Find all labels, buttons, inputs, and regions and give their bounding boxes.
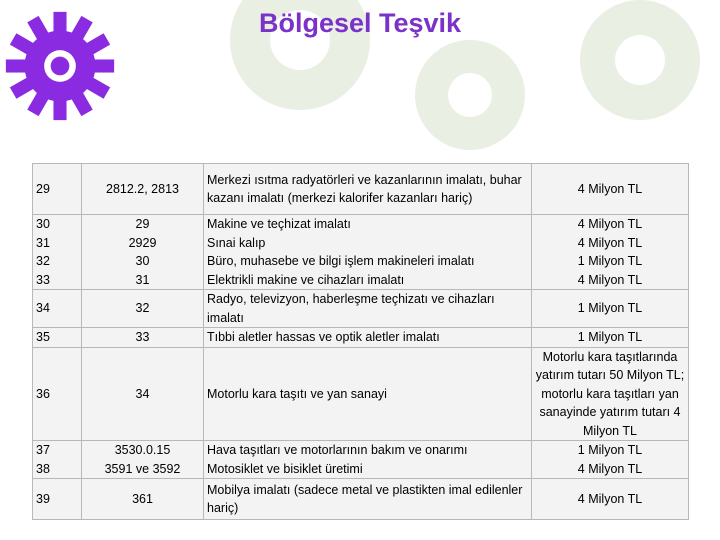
- nace-code: 31: [135, 272, 150, 287]
- sector-code: 37: [36, 443, 50, 457]
- sector-code: 29: [36, 181, 50, 196]
- sector-code-cell: [33, 328, 82, 348]
- sector-description: Tıbbi aletler hassas ve optik aletler imalatı: [207, 330, 440, 344]
- nace-code: 34: [135, 386, 150, 401]
- nace-code: 32: [135, 301, 150, 316]
- table-row: [33, 479, 689, 520]
- sector-code: 38: [36, 461, 50, 476]
- nace-code: 2812.2, 2813: [106, 181, 179, 196]
- investment-amount: 1 Milyon TL: [577, 254, 643, 268]
- sector-description: Merkezi ısıtma radyatörleri ve kazanlarının imalatı, buhar kazanı imalatı (merkezi kalorifer kazanları hariç): [207, 172, 522, 205]
- description-cell: [204, 215, 532, 290]
- table-row: [33, 347, 689, 441]
- sector-code-cell: [33, 347, 82, 441]
- sector-code-cell: [33, 164, 82, 215]
- sector-code-cell: [33, 290, 82, 328]
- amount-cell: [532, 164, 689, 215]
- investment-amount: 1 Milyon TL: [577, 443, 643, 457]
- description-cell: [204, 479, 532, 520]
- sector-code: 33: [36, 272, 50, 287]
- nace-code: 3530.0.15: [114, 443, 171, 457]
- nace-code: 30: [135, 254, 150, 268]
- sector-code: 35: [36, 330, 50, 344]
- nace-code-cell: [82, 215, 204, 290]
- description-cell: [204, 164, 532, 215]
- investment-amount: 1 Milyon TL: [577, 301, 643, 316]
- investment-amount: 4 Milyon TL: [577, 491, 643, 506]
- description-cell: [204, 441, 532, 479]
- nace-code: 2929: [128, 235, 157, 250]
- amount-cell: [532, 441, 689, 479]
- sector-code: 32: [36, 254, 50, 268]
- nace-code-cell: [82, 290, 204, 328]
- sector-description: Radyo, televizyon, haberleşme teçhizatı ve cihazları imalatı: [207, 292, 495, 325]
- description-cell: [204, 328, 532, 348]
- sector-code: 39: [36, 491, 50, 506]
- nace-code: 29: [135, 217, 150, 231]
- amount-cell: [532, 347, 689, 441]
- sector-code: 34: [36, 301, 50, 316]
- investment-amount: 4 Milyon TL: [577, 461, 643, 476]
- sector-description: Mobilya imalatı (sadece metal ve plastikten imal edilenler hariç): [207, 482, 523, 515]
- sector-code: 36: [36, 386, 50, 401]
- sector-code: 31: [36, 235, 50, 250]
- description-cell: [204, 347, 532, 441]
- nace-code-cell: [82, 479, 204, 520]
- sector-description: Elektrikli makine ve cihazları imalatı: [207, 272, 405, 287]
- nace-code: 3591 ve 3592: [104, 461, 181, 476]
- nace-code-cell: [82, 164, 204, 215]
- sector-code-cell: [33, 479, 82, 520]
- nace-code: 33: [135, 330, 150, 344]
- sector-description: Sınai kalıp: [207, 235, 266, 250]
- sector-description: Hava taşıtları ve motorlarının bakım ve onarımı: [207, 443, 468, 457]
- table-row: [33, 164, 689, 215]
- investment-amount: 4 Milyon TL: [577, 235, 643, 250]
- incentive-table: [32, 163, 689, 520]
- page-title: Bölgesel Teşvik: [258, 8, 462, 38]
- investment-amount: 4 Milyon TL: [577, 272, 643, 287]
- sector-description: Büro, muhasebe ve bilgi işlem makineleri imalatı: [207, 254, 475, 268]
- sector-code: 30: [36, 217, 50, 231]
- investment-amount: 4 Milyon TL: [577, 217, 643, 231]
- investment-amount: 4 Milyon TL: [577, 181, 643, 196]
- table-row: [33, 215, 689, 290]
- amount-cell: [532, 328, 689, 348]
- nace-code: 361: [132, 491, 153, 506]
- nace-code-cell: [82, 347, 204, 441]
- table-row: [33, 328, 689, 348]
- investment-amount: Motorlu kara taşıtlarında yatırım tutarı 50 Milyon TL; motorlu kara taşıtları yan sanayinde yatırım tutarı 4 Milyon TL: [535, 349, 685, 438]
- table-row: [33, 290, 689, 328]
- description-cell: [204, 290, 532, 328]
- sector-description: Makine ve teçhizat imalatı: [207, 217, 351, 231]
- amount-cell: [532, 479, 689, 520]
- nace-code-cell: [82, 441, 204, 479]
- amount-cell: [532, 215, 689, 290]
- investment-amount: 1 Milyon TL: [577, 330, 643, 344]
- nace-code-cell: [82, 328, 204, 348]
- sector-description: Motosiklet ve bisiklet üretimi: [207, 461, 363, 476]
- amount-cell: [532, 290, 689, 328]
- sector-description: Motorlu kara taşıtı ve yan sanayi: [207, 386, 387, 401]
- sector-code-cell: [33, 441, 82, 479]
- table-row: [33, 441, 689, 479]
- sector-code-cell: [33, 215, 82, 290]
